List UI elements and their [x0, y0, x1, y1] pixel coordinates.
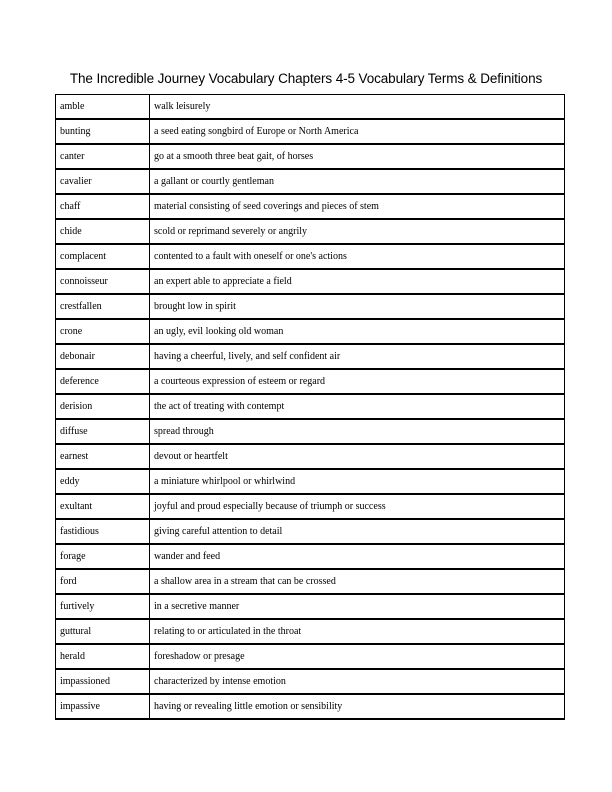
vocab-definition: material consisting of seed coverings and pieces of stem [150, 195, 565, 220]
vocab-definition: a shallow area in a stream that can be crossed [150, 570, 565, 595]
table-row [56, 195, 565, 220]
table-row [56, 170, 565, 195]
table-row [56, 495, 565, 520]
vocab-term: earnest [56, 445, 150, 470]
table-row [56, 445, 565, 470]
vocab-definition: joyful and proud especially because of triumph or success [150, 495, 565, 520]
vocab-definition: a seed eating songbird of Europe or North America [150, 120, 565, 145]
vocab-definition: having a cheerful, lively, and self confident air [150, 345, 565, 370]
vocab-definition: a miniature whirlpool or whirlwind [150, 470, 565, 495]
vocab-term: herald [56, 645, 150, 670]
table-row [56, 245, 565, 270]
table-row [56, 270, 565, 295]
table-row [56, 95, 565, 120]
vocab-term: cavalier [56, 170, 150, 195]
vocab-definition: an expert able to appreciate a field [150, 270, 565, 295]
vocab-definition: a gallant or courtly gentleman [150, 170, 565, 195]
vocab-definition: devout or heartfelt [150, 445, 565, 470]
table-row [56, 595, 565, 620]
table-row [56, 470, 565, 495]
vocab-definition: wander and feed [150, 545, 565, 570]
vocab-term: derision [56, 395, 150, 420]
vocab-term: impassioned [56, 670, 150, 695]
table-row [56, 420, 565, 445]
vocab-term: fastidious [56, 520, 150, 545]
table-row [56, 395, 565, 420]
vocab-definition: an ugly, evil looking old woman [150, 320, 565, 345]
table-row [56, 320, 565, 345]
table-row [56, 295, 565, 320]
vocab-term: forage [56, 545, 150, 570]
vocab-definition: brought low in spirit [150, 295, 565, 320]
vocabulary-table [55, 94, 565, 720]
vocab-term: debonair [56, 345, 150, 370]
table-row [56, 645, 565, 670]
vocab-definition: walk leisurely [150, 95, 565, 120]
vocab-term: connoisseur [56, 270, 150, 295]
vocab-term: guttural [56, 620, 150, 645]
vocab-term: complacent [56, 245, 150, 270]
vocab-term: amble [56, 95, 150, 120]
vocab-term: furtively [56, 595, 150, 620]
vocab-definition: scold or reprimand severely or angrily [150, 220, 565, 245]
table-row [56, 120, 565, 145]
table-row [56, 220, 565, 245]
vocab-term: chaff [56, 195, 150, 220]
table-row [56, 670, 565, 695]
vocab-definition: foreshadow or presage [150, 645, 565, 670]
table-row [56, 520, 565, 545]
vocab-definition: in a secretive manner [150, 595, 565, 620]
vocab-term: ford [56, 570, 150, 595]
vocab-term: exultant [56, 495, 150, 520]
vocab-definition: relating to or articulated in the throat [150, 620, 565, 645]
table-row [56, 145, 565, 170]
vocab-term: impassive [56, 695, 150, 720]
vocab-definition: the act of treating with contempt [150, 395, 565, 420]
vocab-term: diffuse [56, 420, 150, 445]
page-title: The Incredible Journey Vocabulary Chapters 4-5 Vocabulary Terms & Definitions [69, 71, 543, 86]
table-row [56, 370, 565, 395]
table-row [56, 345, 565, 370]
vocab-definition: a courteous expression of esteem or regard [150, 370, 565, 395]
table-row [56, 570, 565, 595]
vocab-term: deference [56, 370, 150, 395]
vocab-definition: having or revealing little emotion or sensibility [150, 695, 565, 720]
vocab-term: crone [56, 320, 150, 345]
vocab-definition: spread through [150, 420, 565, 445]
vocab-term: crestfallen [56, 295, 150, 320]
table-row [56, 695, 565, 720]
vocab-definition: characterized by intense emotion [150, 670, 565, 695]
vocab-term: eddy [56, 470, 150, 495]
vocab-term: bunting [56, 120, 150, 145]
vocab-term: canter [56, 145, 150, 170]
table-row [56, 620, 565, 645]
table-row [56, 545, 565, 570]
vocab-definition: contented to a fault with oneself or one's actions [150, 245, 565, 270]
vocab-definition: giving careful attention to detail [150, 520, 565, 545]
vocab-definition: go at a smooth three beat gait, of horses [150, 145, 565, 170]
vocab-term: chide [56, 220, 150, 245]
